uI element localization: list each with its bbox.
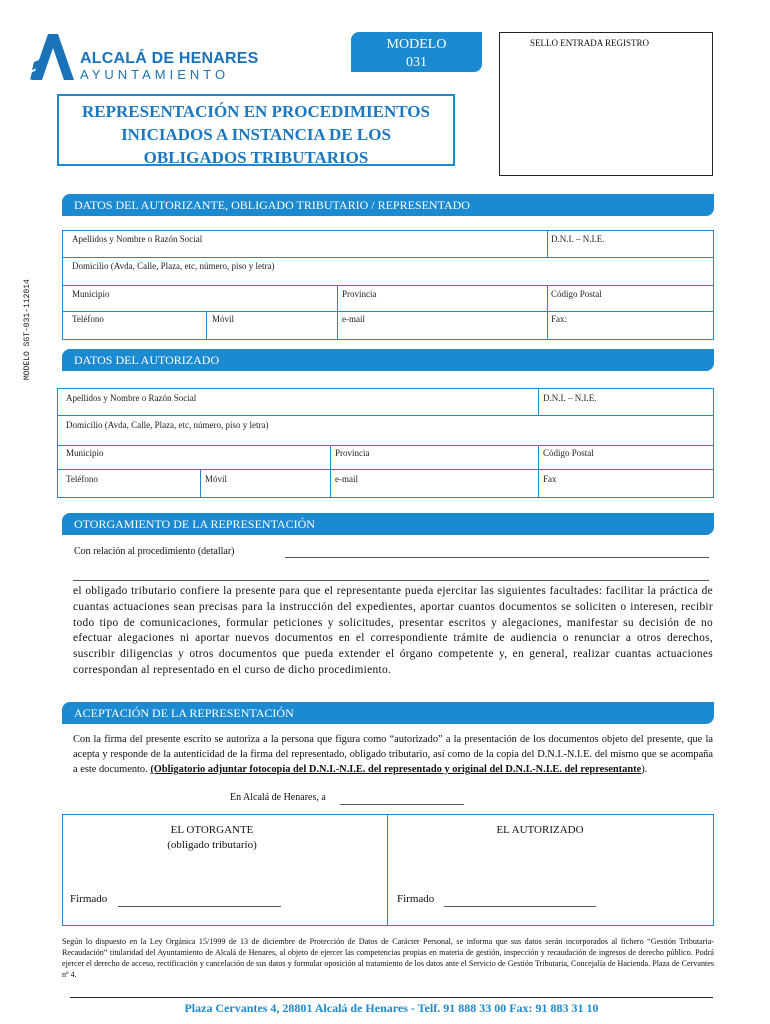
title-line-1: REPRESENTACIÓN EN PROCEDIMIENTOS xyxy=(82,102,430,121)
field-codigo-postal[interactable]: Código Postal xyxy=(543,448,594,458)
otorgante-firmado-label: Firmado xyxy=(70,893,108,905)
field-dni[interactable]: D.N.I. – N.I.E. xyxy=(543,393,597,403)
aceptacion-body: Con la firma del presente escrito se autoriza a la persona que figura como “autorizado” a la presentación de los documentos objeto del presente, que la acepta y responde de la autenticidad de la firma del representado, obligado tributario, así como de la copia del D.N.I.-N.I.E. del mismo que se acompaña a este documento. xyxy=(73,734,713,775)
signature-divider xyxy=(387,814,388,926)
aceptacion-mandatory-note: (Obligatorio adjuntar fotocopia del D.N.I.-N.I.E. del representado y original del D.N.I.-N.I.E. del representante xyxy=(150,764,642,775)
field-movil[interactable]: Móvil xyxy=(205,474,228,484)
field-provincia[interactable]: Provincia xyxy=(342,289,377,299)
otorgante-signature-line[interactable] xyxy=(118,906,281,907)
logo-name: ALCALÁ DE HENARES xyxy=(80,50,259,67)
footer-address: Plaza Cervantes 4, 28801 Alcalá de Henares - Telf. 91 888 33 00 Fax: 91 883 31 10 xyxy=(184,1001,599,1015)
title-line-3: OBLIGADOS TRIBUTARIOS xyxy=(143,148,369,167)
modelo-label: MODELO xyxy=(386,37,447,52)
field-telefono[interactable]: Teléfono xyxy=(66,474,98,484)
field-municipio[interactable]: Municipio xyxy=(72,289,110,299)
form-title xyxy=(57,94,455,166)
field-provincia[interactable]: Provincia xyxy=(335,448,370,458)
otorgamiento-text: el obligado tributario confiere la presente para que el representante pueda ejercitar las siguientes facultades: facilitar la práctica de cuantas actuaciones sean precisas para la instrucción del expedientes, aportar cuantos documentos se soliciten o interesen, recibir todo tipo de comunicaciones, formular peticiones y solicitudes, presentar escritos y alegaciones, manifestar su decisión de no efectuar alegaciones ni aportar nuevos documentos en el correspondiente trámite de audiencia o renunciar a otros derechos, suscribir diligencias y otros documentos que pueda extender el órgano competente y, en general, realizar cuantas actuaciones correspondan al representado en el curso de dicho procedimiento. xyxy=(73,585,713,676)
otorgante-sublabel: (obligado tributario) xyxy=(167,839,257,851)
field-domicilio[interactable]: Domicilio (Avda, Calle, Plaza, etc, número, piso y letra) xyxy=(72,261,275,271)
autorizante-table xyxy=(62,230,714,340)
side-form-code: MODELO SGT-031-112014 xyxy=(23,279,32,380)
aceptacion-tail: ). xyxy=(641,764,648,775)
legal-notice: Según lo dispuesto en la Ley Orgánica 15/1999 de 13 de diciembre de Protección de Datos de Carácter Personal, se informa que sus datos serán incorporados al fichero “Gestión Tributaria-Recaudación” titularidad del Ayuntamiento de Alcalá de Henares, al objeto de ejercer las competencias propias en materia de gestión, inspección y recaudación de ingresos de derecho público. Podrá ejercer el derecho de acceso, rectificación y cancelación de sus datos y formular oposición al tratamiento de los datos ante el Servicio de Gestión Tributaria, Concejalía de Hacienda. Plaza de Cervantes nº 4. xyxy=(62,937,714,979)
autorizado-table xyxy=(57,388,714,498)
field-dni[interactable]: D.N.I. – N.I.E. xyxy=(551,234,605,244)
section-autorizante-header: DATOS DEL AUTORIZANTE, OBLIGADO TRIBUTARIO / REPRESENTADO xyxy=(62,194,714,216)
procedimiento-input-line[interactable] xyxy=(285,557,709,558)
procedimiento-input-line-2[interactable] xyxy=(73,580,709,581)
field-email[interactable]: e-mail xyxy=(342,314,365,324)
field-email[interactable]: e-mail xyxy=(335,474,358,484)
date-input-line[interactable] xyxy=(340,804,464,805)
field-codigo-postal[interactable]: Código Postal xyxy=(551,289,602,299)
autorizado-firmado-label: Firmado xyxy=(397,893,435,905)
section-otorgamiento-header: OTORGAMIENTO DE LA REPRESENTACIÓN xyxy=(62,513,714,535)
sello-label: SELLO ENTRADA REGISTRO xyxy=(530,38,649,48)
field-movil[interactable]: Móvil xyxy=(212,314,235,324)
otorgante-label: EL OTORGANTE xyxy=(170,824,254,836)
title-line-2: INICIADOS A INSTANCIA DE LOS xyxy=(121,125,391,144)
section-aceptacion-header: ACEPTACIÓN DE LA REPRESENTACIÓN xyxy=(62,702,714,724)
procedimiento-label: Con relación al procedimiento (detallar) xyxy=(74,546,235,557)
modelo-number: 031 xyxy=(406,55,427,70)
field-fax[interactable]: Fax xyxy=(543,474,557,484)
field-telefono[interactable]: Teléfono xyxy=(72,314,104,324)
sello-registro-box xyxy=(499,32,713,176)
aceptacion-text xyxy=(73,732,713,777)
ayuntamiento-logo-icon xyxy=(30,32,76,82)
place-date-label: En Alcalá de Henares, a xyxy=(230,792,326,803)
field-apellidos[interactable]: Apellidos y Nombre o Razón Social xyxy=(72,234,203,244)
footer-divider xyxy=(70,997,713,998)
autorizado-label: EL AUTORIZADO xyxy=(496,824,584,836)
section-autorizado-header: DATOS DEL AUTORIZADO xyxy=(62,349,714,371)
field-domicilio[interactable]: Domicilio (Avda, Calle, Plaza, etc, número, piso y letra) xyxy=(66,420,269,430)
field-municipio[interactable]: Municipio xyxy=(66,448,104,458)
modelo-badge xyxy=(351,32,482,72)
field-fax[interactable]: Fax: xyxy=(551,314,568,324)
field-apellidos[interactable]: Apellidos y Nombre o Razón Social xyxy=(66,393,197,403)
logo-subtitle: AYUNTAMIENTO xyxy=(80,67,230,82)
autorizado-signature-line[interactable] xyxy=(444,906,596,907)
